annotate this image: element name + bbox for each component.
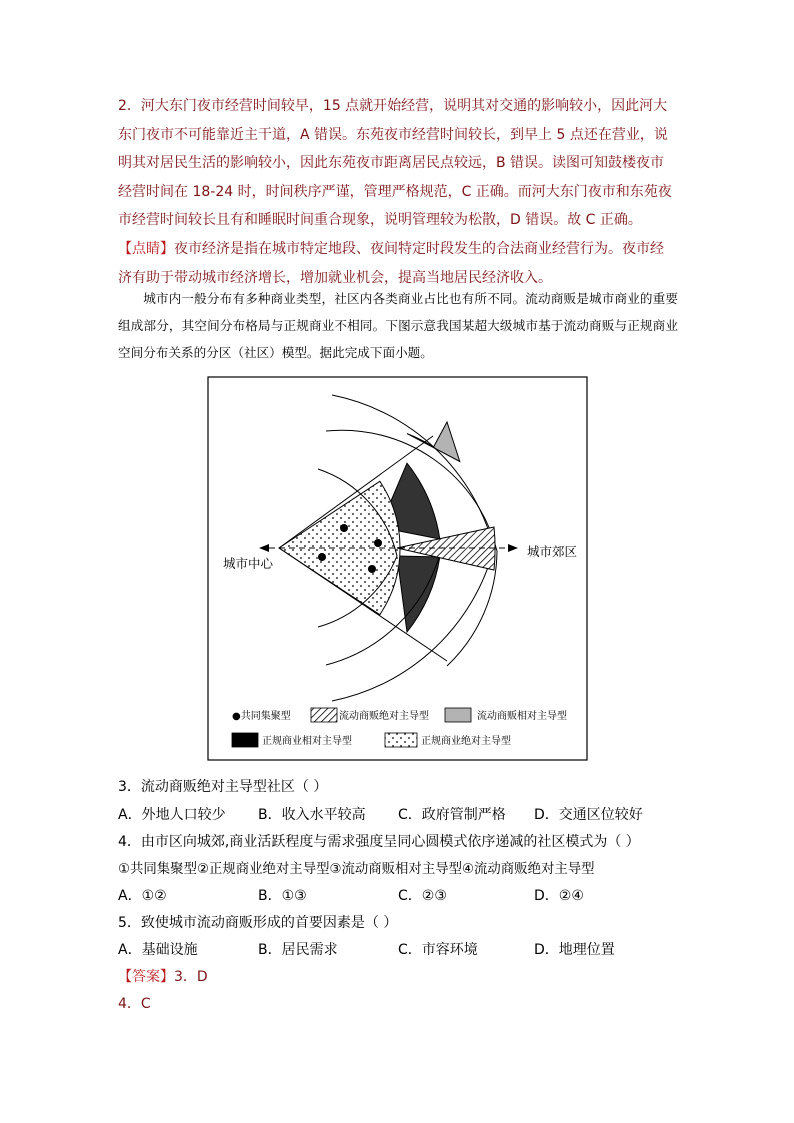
explanation-block bbox=[118, 92, 678, 292]
option-c: C．政府管制严格 bbox=[398, 807, 506, 823]
dianjing-tag: 【点睛】 bbox=[118, 240, 174, 257]
option-b: B．居民需求 bbox=[258, 942, 338, 958]
answer-line-3 bbox=[118, 966, 208, 986]
option-d: D．交通区位较好 bbox=[534, 807, 643, 823]
legend-swatch-formal-absolute bbox=[385, 733, 417, 747]
explanation-line: 明其对居民生活的影响较小，因此东苑夜市距离居民点较远，B 错误。读图可知鼓楼夜市 bbox=[118, 155, 665, 172]
legend-cluster: ●共同集聚型 bbox=[232, 711, 291, 722]
cluster-point bbox=[374, 539, 382, 547]
explanation-line: 市经营时间较长且有和睡眠时间重合现象，说明管理较为松散，D 错误。故 C 正确。 bbox=[118, 212, 642, 229]
question-4-stem: 4．由市区向城郊,商业活跃程度与需求强度呈同心圆模式依序递减的社区模式为（ ） bbox=[118, 834, 640, 850]
option-d: D．地理位置 bbox=[534, 942, 615, 958]
question-4-options bbox=[118, 885, 678, 905]
intro-text: 城市内一般分布有多种商业类型，社区内各类商业占比也有所不同。流动商贩是城市商业的重要组成部分，其空间分布格局与正规商业不相同。下图示意我国某超大级城市基于流动商贩与正规商业空间分布关系的分区（社区）模型。据此完成下面小题。 bbox=[118, 291, 678, 360]
question-4-sub: ①共同集聚型②正规商业绝对主导型③流动商贩相对主导型④流动商贩绝对主导型 bbox=[118, 862, 595, 877]
cluster-point bbox=[368, 565, 376, 573]
explanation-line: 东门夜市不可能靠近主干道，A 错误。东苑夜市经营时间较长，到早上 5 点还在营业，说 bbox=[118, 126, 668, 143]
question-intro bbox=[118, 285, 678, 366]
option-c: C．②③ bbox=[398, 888, 447, 904]
dianjing-text: 夜市经济是指在城市特定地段、夜间特定时段发生的合法商业经营行为。夜市经 bbox=[174, 240, 664, 257]
question-5-stem: 5．致使城市流动商贩形成的首要因素是（ ） bbox=[118, 915, 398, 931]
legend-swatch-formal-relative bbox=[232, 733, 258, 747]
legend-swatch-vendor-absolute bbox=[311, 708, 337, 722]
dianjing-line bbox=[118, 235, 678, 264]
answer-3: 3．D bbox=[174, 969, 208, 985]
option-a: A．①② bbox=[118, 888, 167, 904]
zone-model-diagram bbox=[207, 376, 588, 761]
option-c: C．市容环境 bbox=[398, 942, 478, 958]
label-city-center: 城市中心 bbox=[223, 556, 274, 571]
question-3-options bbox=[118, 804, 678, 824]
label-city-suburb: 城市郊区 bbox=[527, 544, 578, 559]
legend-formal-absolute: 正规商业绝对主导型 bbox=[421, 736, 511, 747]
dianjing-line: 济有助于带动城市经济增长，增加就业机会，提高当地居民经济收入。 bbox=[118, 269, 552, 286]
question-5-options bbox=[118, 939, 678, 959]
explanation-line: 2．河大东门夜市经营时间较早，15 点就开始经营，说明其对交通的影响较小，因此河大 bbox=[118, 98, 668, 114]
legend-swatch-vendor-relative bbox=[445, 708, 471, 722]
zone-model-figure bbox=[207, 376, 588, 761]
legend-vendor-relative: 流动商贩相对主导型 bbox=[477, 711, 567, 722]
option-b: B．收入水平较高 bbox=[258, 807, 366, 823]
legend-formal-relative: 正规商业相对主导型 bbox=[262, 736, 352, 747]
question-3-stem: 3．流动商贩绝对主导型社区（ ） bbox=[118, 779, 328, 795]
explanation-line: 经营时间在 18-24 时，时间秩序严谨，管理严格规范，C 正确。而河大东门夜市和东苑夜 bbox=[118, 183, 672, 200]
option-b: B．①③ bbox=[258, 888, 307, 904]
legend-vendor-absolute: 流动商贩绝对主导型 bbox=[339, 711, 429, 722]
answer-4: 4．C bbox=[118, 996, 151, 1012]
answer-tag: 【答案】 bbox=[118, 969, 174, 985]
cluster-point bbox=[340, 524, 348, 532]
option-a: A．基础设施 bbox=[118, 942, 198, 958]
cluster-point bbox=[318, 553, 326, 561]
option-d: D．②④ bbox=[534, 888, 584, 904]
option-a: A．外地人口较少 bbox=[118, 807, 226, 823]
